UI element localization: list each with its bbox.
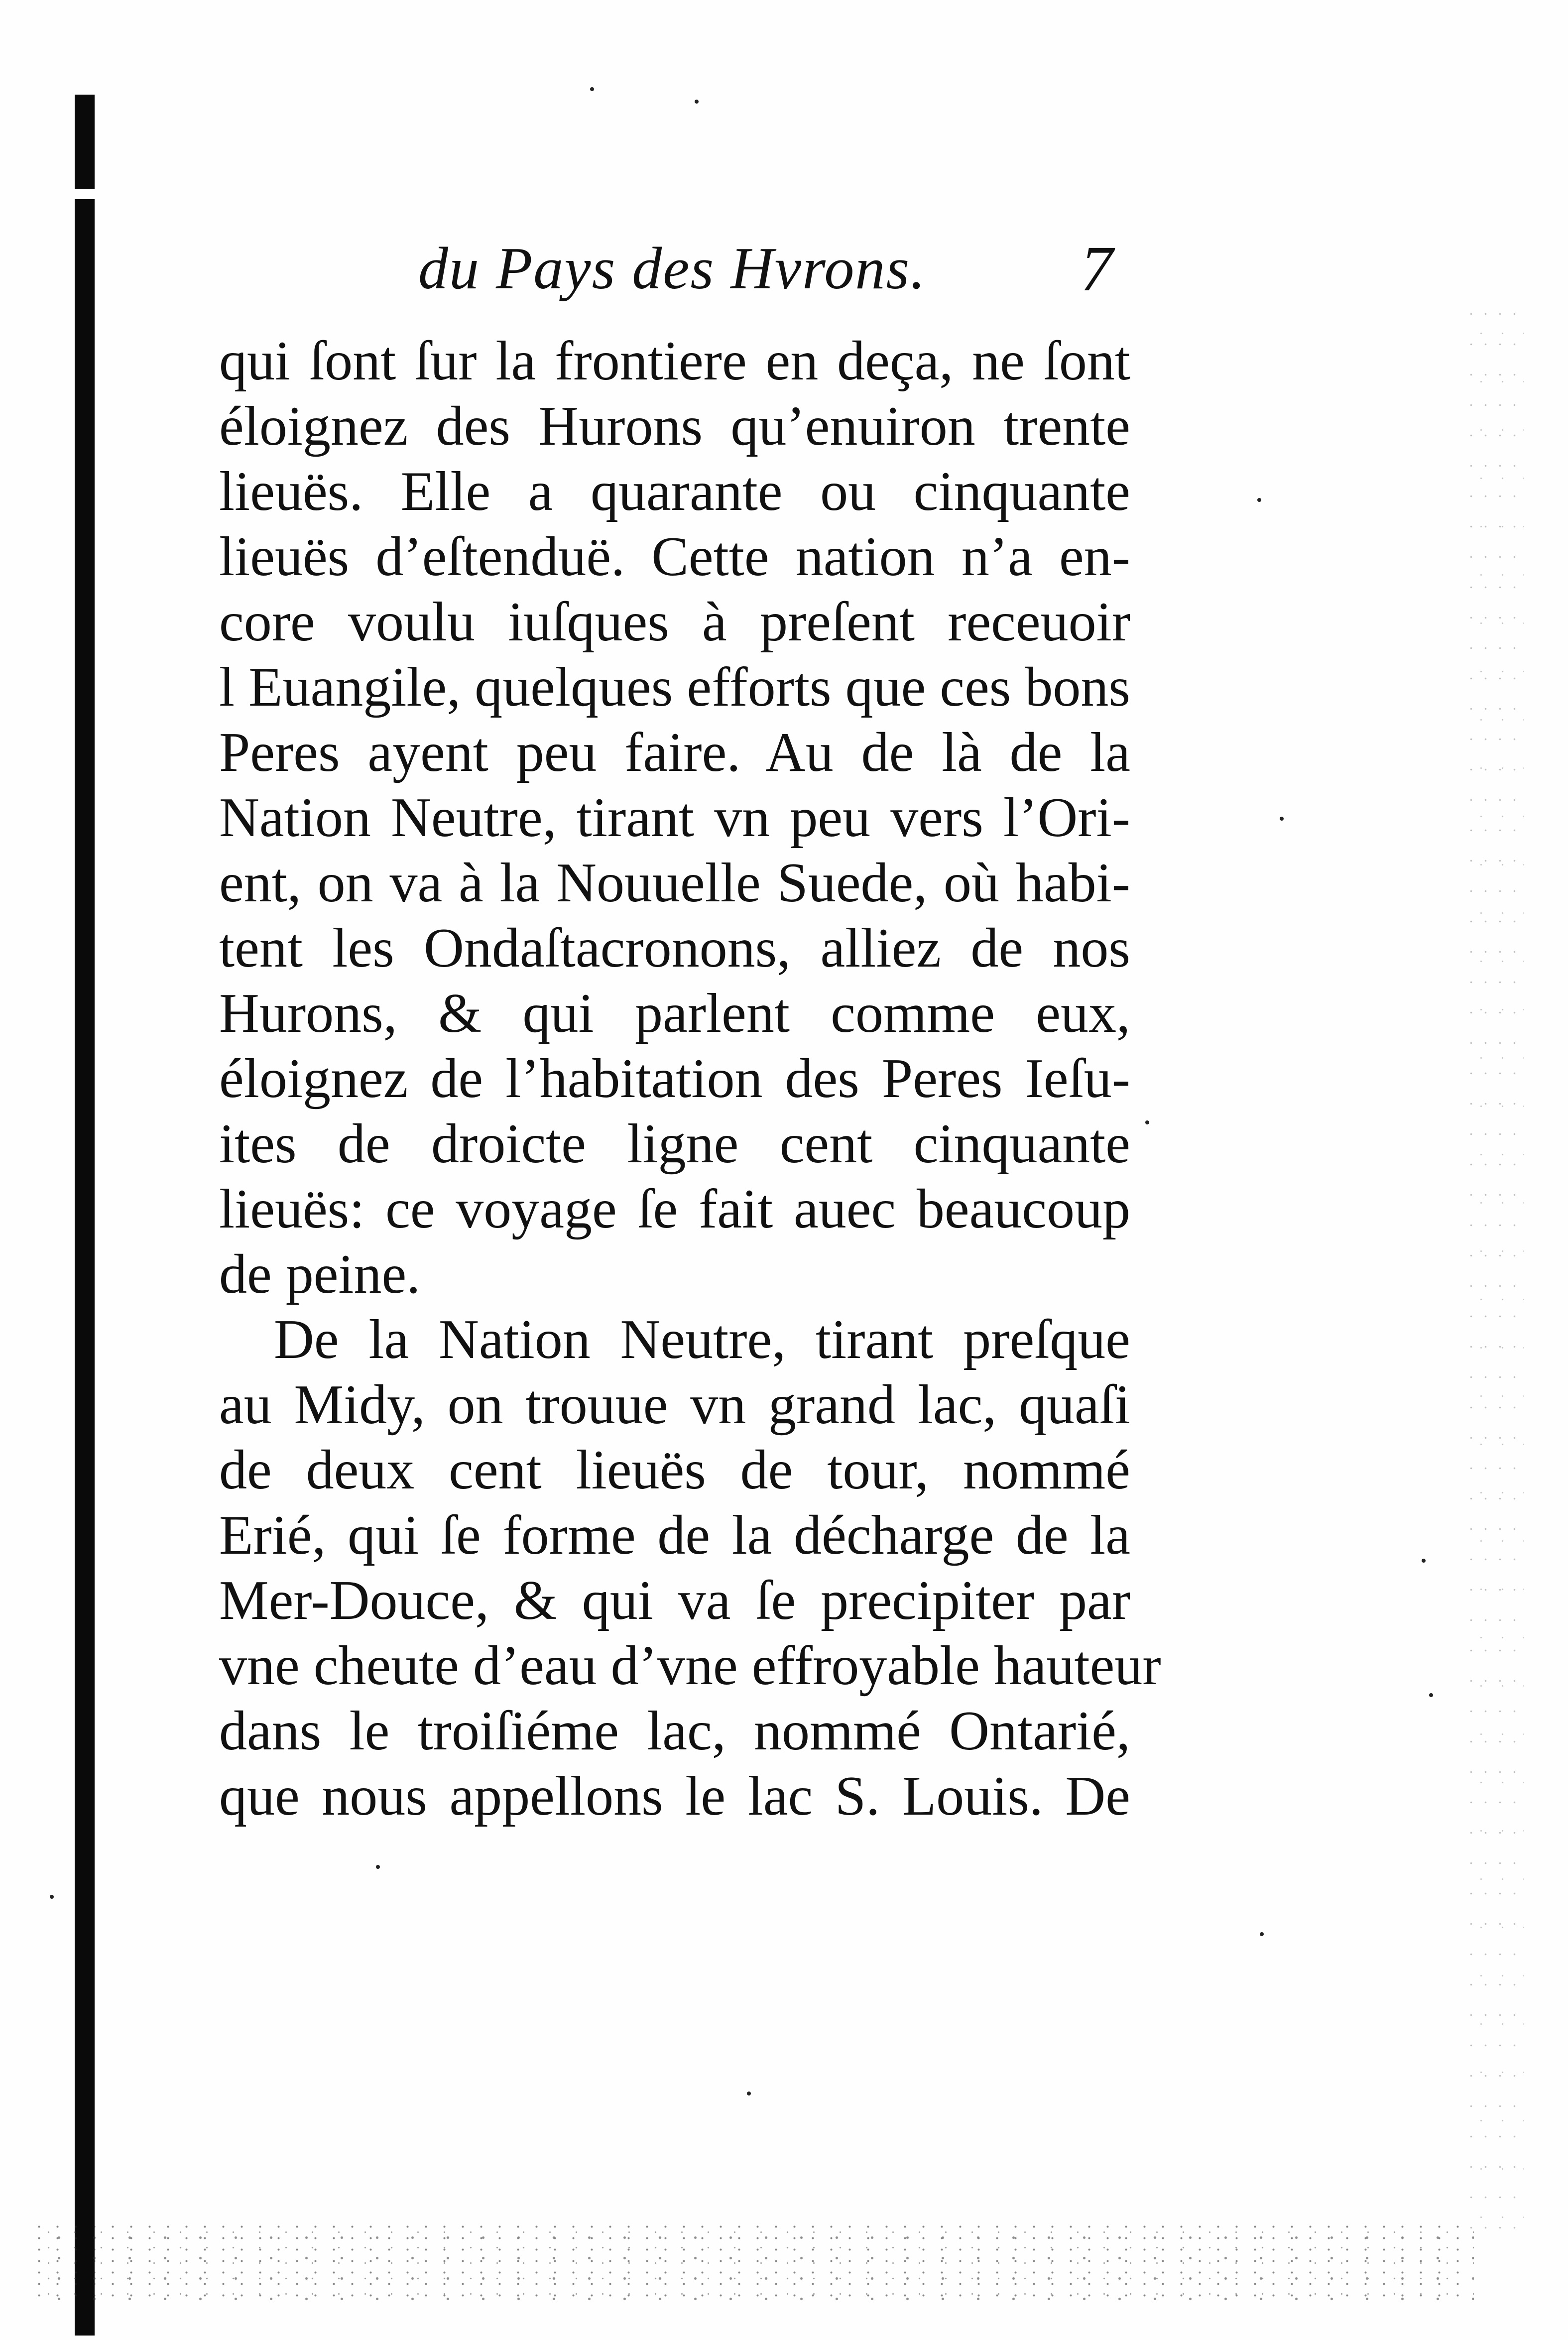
text-line: que nous appellons le lac S. Louis. De — [219, 1765, 1130, 1827]
text-line: lieuës: ce voyage ſe fait auec beaucoup — [219, 1178, 1130, 1240]
scan-noise-right — [1464, 299, 1524, 2241]
text-line: core voulu iuſques à preſent receuoir — [219, 591, 1130, 653]
text-line: Nation Neutre, tirant vn peu vers l’Ori- — [219, 787, 1130, 849]
scan-speck — [590, 87, 594, 91]
text-line: éloignez des Hurons qu’enuiron trente — [219, 395, 1130, 457]
gutter-notch — [75, 189, 95, 199]
scan-speck — [1422, 1559, 1426, 1563]
scan-speck — [747, 2092, 751, 2095]
binding-gutter-line — [75, 95, 95, 2336]
page-number: 7 — [1081, 233, 1113, 305]
text-line: De la Nation Neutre, tirant preſque — [274, 1309, 1130, 1370]
scan-speck — [1257, 498, 1261, 502]
scan-speck — [1260, 1932, 1264, 1936]
body-text — [219, 329, 1161, 1829]
scan-noise-bottom — [30, 2221, 1474, 2301]
text-line: l Euangile, quelques efforts que ces bons — [219, 656, 1130, 718]
text-line: ent, on va à la Nouuelle Suede, où habi- — [219, 852, 1130, 914]
text-line: qui ſont ſur la frontiere en deça, ne ſont — [219, 330, 1130, 392]
text-line: Hurons, & qui parlent comme eux, — [219, 983, 1130, 1044]
text-line: de peine. — [219, 1243, 421, 1305]
running-head: du Pays des Hvrons. — [418, 235, 927, 301]
text-line: Mer-Douce, & qui va ſe precipiter par — [219, 1570, 1130, 1631]
scan-speck — [376, 1865, 380, 1869]
scan-speck — [50, 1895, 54, 1899]
text-line: vne cheute d’eau d’vne effroyable hauteur — [219, 1635, 1161, 1697]
text-line: Erié, qui ſe forme de la décharge de la — [219, 1504, 1130, 1566]
scan-speck — [695, 100, 699, 104]
scan-speck — [1429, 1693, 1433, 1697]
text-line: ites de droicte ligne cent cinquante — [219, 1113, 1130, 1175]
text-line: éloignez de l’habitation des Peres Ieſu- — [219, 1048, 1130, 1109]
text-line: lieuës. Elle a quarante ou cinquante — [219, 461, 1130, 522]
text-line: de deux cent lieuës de tour, nommé — [219, 1439, 1130, 1501]
text-line: lieuës d’eſtenduë. Cette nation n’a en- — [219, 526, 1130, 588]
text-line: dans le troiſiéme lac, nommé Ontarié, — [219, 1700, 1130, 1762]
scan-speck — [1145, 1120, 1149, 1124]
text-line: au Midy, on trouue vn grand lac, quaſi — [219, 1374, 1130, 1436]
text-line: tent les Ondaſtacronons, alliez de nos — [219, 917, 1130, 979]
scan-speck — [1280, 817, 1284, 821]
text-line: Peres ayent peu faire. Au de là de la — [219, 722, 1130, 783]
